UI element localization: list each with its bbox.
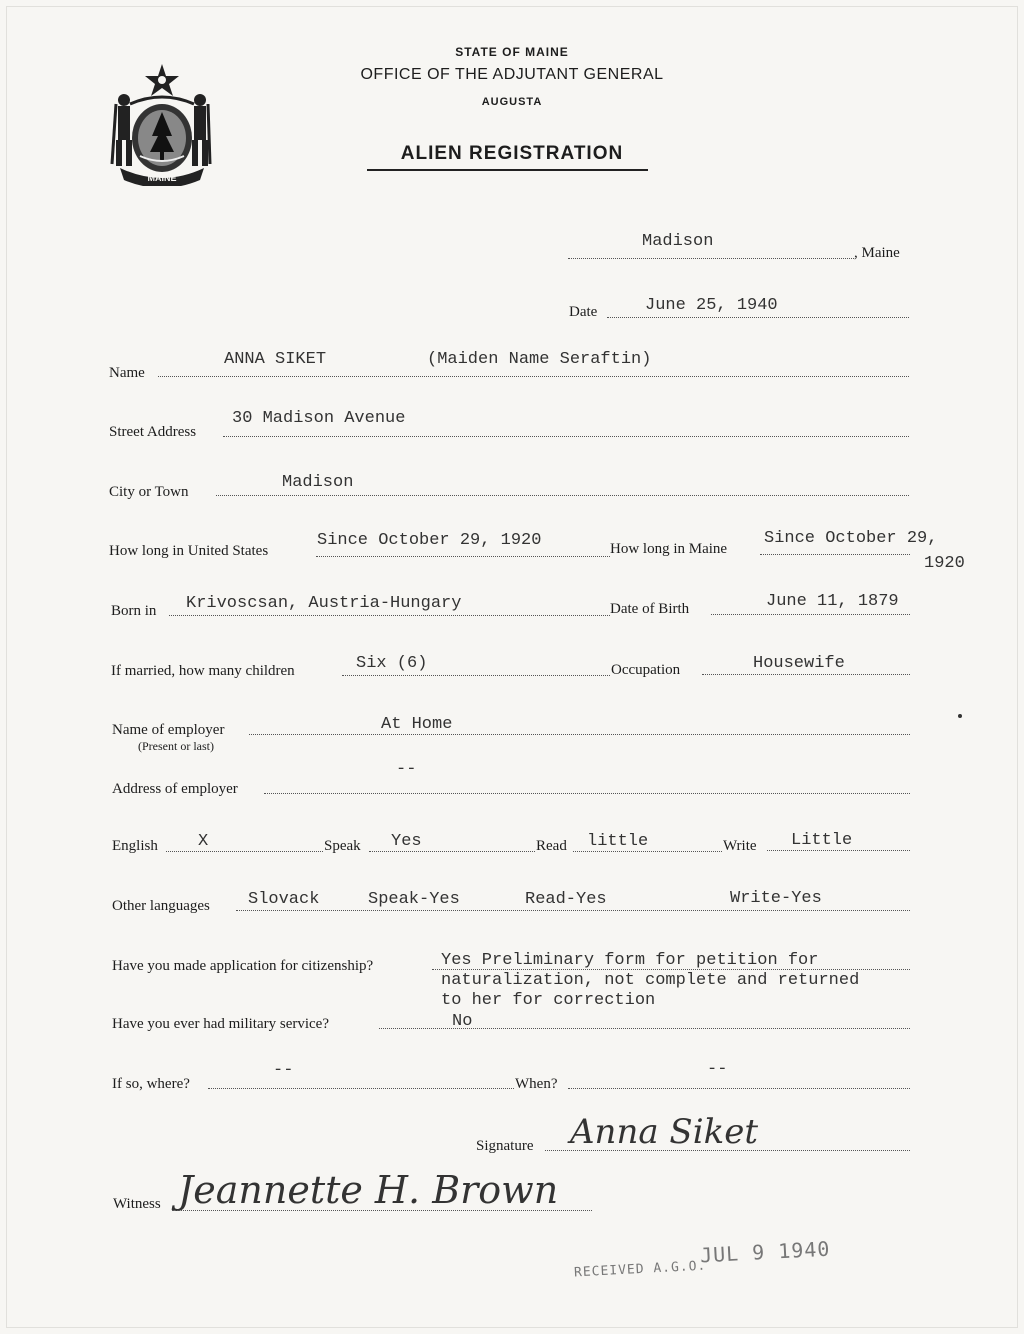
title-underline: [367, 169, 648, 171]
city-line: [216, 495, 909, 496]
when-value: --: [707, 1060, 728, 1079]
occupation-label: Occupation: [611, 662, 681, 678]
military-line: [379, 1028, 910, 1029]
english-value: X: [198, 832, 209, 851]
name-value: ANNA SIKET: [224, 350, 327, 369]
children-label: If married, how many children: [111, 663, 295, 679]
employer-value: At Home: [381, 715, 453, 734]
street-line: [223, 436, 909, 437]
write-value: Little: [791, 831, 853, 850]
header-state: STATE OF MAINE: [455, 45, 569, 59]
form-title: ALIEN REGISTRATION: [400, 143, 624, 164]
read-label: Read: [536, 838, 567, 854]
when-label: When?: [515, 1076, 558, 1092]
citizenship-value-1: Yes Preliminary form for petition for: [441, 951, 819, 970]
other-read-value: Read-Yes: [525, 890, 607, 909]
witness-label: Witness: [113, 1196, 161, 1212]
witness-value: Jeannette H. Brown: [178, 1168, 559, 1212]
how-long-maine-label: How long in Maine: [610, 541, 728, 557]
when-line: [568, 1088, 910, 1089]
born-in-label: Born in: [111, 603, 157, 619]
city-value: Madison: [282, 473, 354, 492]
citizenship-line: [432, 969, 910, 970]
date-value: June 25, 1940: [645, 296, 778, 315]
speak-value: Yes: [391, 832, 422, 851]
employer-label: Name of employer: [112, 722, 225, 738]
read-line: [573, 851, 722, 852]
how-long-maine-value-1: Since October 29,: [764, 529, 938, 548]
how-long-maine-value-2: 1920: [924, 554, 965, 573]
other-speak-value: Speak-Yes: [368, 890, 460, 909]
stray-dot: [958, 714, 962, 718]
maiden-name-value: (Maiden Name Seraftin): [427, 350, 652, 369]
date-of-birth-value: June 11, 1879: [766, 592, 899, 611]
children-value: Six (6): [356, 654, 428, 673]
born-in-line: [169, 615, 610, 616]
date-label: Date: [569, 304, 598, 320]
employer-sublabel: (Present or last): [138, 739, 214, 753]
street-label: Street Address: [109, 424, 197, 440]
speak-label: Speak: [324, 838, 361, 854]
how-long-us-value: Since October 29, 1920: [317, 531, 542, 550]
signature-value: Anna Siket: [570, 1112, 758, 1152]
witness-line: [172, 1210, 592, 1211]
citizenship-value-3: to her for correction: [441, 991, 656, 1010]
date-line: [607, 317, 909, 318]
town-value: Madison: [642, 232, 714, 251]
english-line: [166, 851, 323, 852]
other-write-value: Write-Yes: [730, 889, 822, 908]
town-line: [568, 258, 854, 259]
how-long-maine-line: [760, 554, 910, 555]
where-line: [208, 1088, 514, 1089]
other-languages-line: [236, 910, 910, 911]
maine-label: , Maine: [854, 245, 900, 261]
children-line: [342, 675, 610, 676]
read-value: little: [587, 832, 649, 851]
occupation-value: Housewife: [753, 654, 845, 673]
name-label: Name: [109, 365, 145, 381]
date-of-birth-label: Date of Birth: [610, 601, 690, 617]
street-value: 30 Madison Avenue: [232, 409, 406, 428]
write-line: [767, 850, 910, 851]
header-city: AUGUSTA: [481, 96, 543, 108]
write-label: Write: [723, 838, 757, 854]
other-languages-label: Other languages: [112, 898, 210, 914]
employer-address-value: --: [396, 760, 417, 779]
name-line: [158, 376, 909, 377]
header-office: OFFICE OF THE ADJUTANT GENERAL: [360, 66, 664, 83]
where-value: --: [273, 1061, 294, 1080]
how-long-us-line: [316, 556, 610, 557]
seal-text: MAINE: [147, 173, 177, 183]
citizenship-value-2: naturalization, not complete and returned: [441, 971, 860, 990]
employer-line: [249, 734, 910, 735]
received-stamp: RECEIVED A.G.O.: [573, 1258, 707, 1281]
city-label: City or Town: [109, 484, 189, 500]
other-language-value: Slovack: [248, 890, 320, 909]
employer-address-label: Address of employer: [112, 781, 238, 797]
citizenship-label: Have you made application for citizenship?: [112, 958, 374, 974]
signature-label: Signature: [476, 1138, 534, 1154]
where-label: If so, where?: [112, 1076, 190, 1092]
english-label: English: [112, 838, 158, 854]
born-in-value: Krivoscsan, Austria-Hungary: [186, 594, 462, 613]
how-long-us-label: How long in United States: [109, 543, 269, 559]
military-value: No: [452, 1012, 473, 1031]
date-of-birth-line: [711, 614, 910, 615]
military-label: Have you ever had military service?: [112, 1016, 329, 1032]
received-stamp-date: JUL 9 1940: [699, 1236, 831, 1268]
occupation-line: [702, 674, 910, 675]
employer-address-line: [264, 793, 910, 794]
signature-line: [545, 1150, 910, 1151]
speak-line: [369, 851, 535, 852]
